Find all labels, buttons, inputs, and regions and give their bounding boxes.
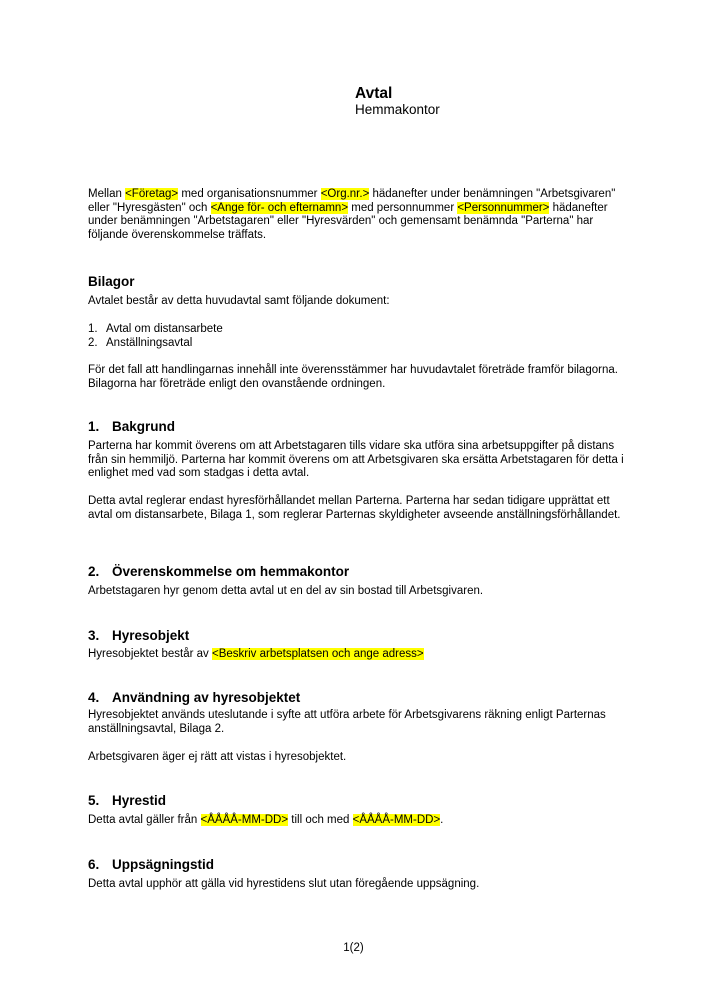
section-heading-label: Hyrestid: [112, 793, 167, 808]
text-run: Hyresobjektet används uteslutande i syfte att utföra arbete för Arbetsgivarens räkning enligt Parternas anställningsavtal, Bilaga 2.: [88, 709, 606, 735]
paragraph: [88, 495, 626, 522]
section-heading-label: Användning av hyresobjektet: [112, 690, 301, 705]
placeholder-highlight: <Beskriv arbetsplatsen och ange adress>: [212, 648, 424, 660]
placeholder-highlight: <Org.nr.>: [320, 188, 370, 200]
list-item-number: 2.: [88, 336, 98, 349]
section-number: 3.: [88, 628, 100, 643]
bilagor-paragraph-2: För det fall att handlingarnas innehåll inte överensstämmer har huvudavtalet företräde framför bilagorna. Bilagorna har företräde enligt den ovanstående ordningen.: [88, 364, 618, 390]
bilagor-heading: Bilagor: [88, 274, 135, 289]
section-heading: [88, 857, 626, 873]
section-number: 1.: [88, 419, 100, 434]
text-run: .: [440, 814, 444, 826]
text-run: hädanefter under benämningen "Arbetsgivaren" eller "Hyresgästen" och: [88, 188, 616, 214]
list-item-number: 1.: [88, 323, 98, 335]
paragraph: [88, 878, 626, 892]
placeholder-highlight: <Ange för- och efternamn>: [210, 201, 349, 214]
section-heading: [88, 419, 626, 435]
text-run: till och med: [288, 814, 353, 826]
text-run: Mellan: [88, 188, 126, 200]
section-heading-label: Överenskommelse om hemmakontor: [112, 564, 350, 579]
placeholder-highlight: <ÅÅÅÅ-MM-DD>: [352, 814, 441, 826]
section-heading: [88, 564, 626, 580]
text-run: Detta avtal gäller från: [88, 814, 201, 826]
section-heading: [88, 793, 626, 809]
list-item-label: Avtal om distansarbete: [106, 323, 223, 335]
bilagor-list: [88, 323, 626, 350]
document-subtitle: Hemmakontor: [355, 102, 440, 117]
document-title: Avtal: [355, 85, 393, 102]
text-run: Parterna har kommit överens om att Arbetstagaren tills vidare ska utföra sina arbetsuppgifter på distans från sin hemmiljö. Parterna har kommit överens om att Arbetsgivaren ska ersätta Arbetstagaren för detta i enlighet med vad som stadgas i detta avtal.: [88, 440, 624, 479]
list-item: [88, 323, 626, 337]
text-run: Detta avtal upphör att gälla vid hyrestidens slut utan föregående uppsägning.: [88, 878, 480, 890]
text-run: med personnummer: [348, 201, 458, 214]
list-item-label: Anställningsavtal: [106, 336, 193, 349]
text-run: Arbetstagaren hyr genom detta avtal ut en del av sin bostad till Arbetsgivaren.: [88, 585, 484, 597]
section-number: 5.: [88, 793, 100, 808]
placeholder-highlight: <Personnummer>: [457, 201, 550, 214]
section-heading-label: Bakgrund: [112, 419, 176, 434]
text-run: med organisationsnummer: [178, 188, 321, 200]
text-run: Detta avtal reglerar endast hyresförhållandet mellan Parterna. Parterna har sedan tidigare upprättat ett avtal om distansarbete, Bilaga 1, som reglerar Parternas skyldigheter avseende anställningsförhållandet.: [88, 495, 621, 521]
paragraph: [88, 440, 626, 481]
paragraph: [88, 814, 626, 828]
placeholder-highlight: <ÅÅÅÅ-MM-DD>: [200, 814, 289, 826]
text-run: hädanefter under benämningen "Arbetstagaren" eller "Hyresvärden" och gemensamt benämnda "Parterna" har följande överenskommelse träffats.: [88, 201, 608, 241]
bilagor-paragraph-1: Avtalet består av detta huvudavtal samt följande dokument:: [88, 295, 390, 307]
section-heading-label: Uppsägningstid: [112, 857, 214, 872]
section-heading: [88, 628, 626, 644]
paragraph: [88, 751, 626, 765]
list-item: [88, 337, 626, 351]
intro-paragraph: [88, 188, 626, 242]
paragraph: [88, 648, 626, 662]
section-number: 6.: [88, 857, 100, 872]
placeholder-highlight: <Företag>: [125, 188, 179, 200]
section-heading: [88, 690, 626, 706]
paragraph: [88, 585, 626, 599]
text-run: Arbetsgivaren äger ej rätt att vistas i hyresobjektet.: [88, 751, 347, 763]
text-run: Hyresobjektet består av: [88, 648, 213, 660]
section-heading-label: Hyresobjekt: [112, 628, 190, 643]
section-number: 4.: [88, 690, 100, 705]
paragraph: [88, 709, 626, 736]
section-number: 2.: [88, 564, 100, 579]
page-number: 1(2): [343, 942, 364, 954]
